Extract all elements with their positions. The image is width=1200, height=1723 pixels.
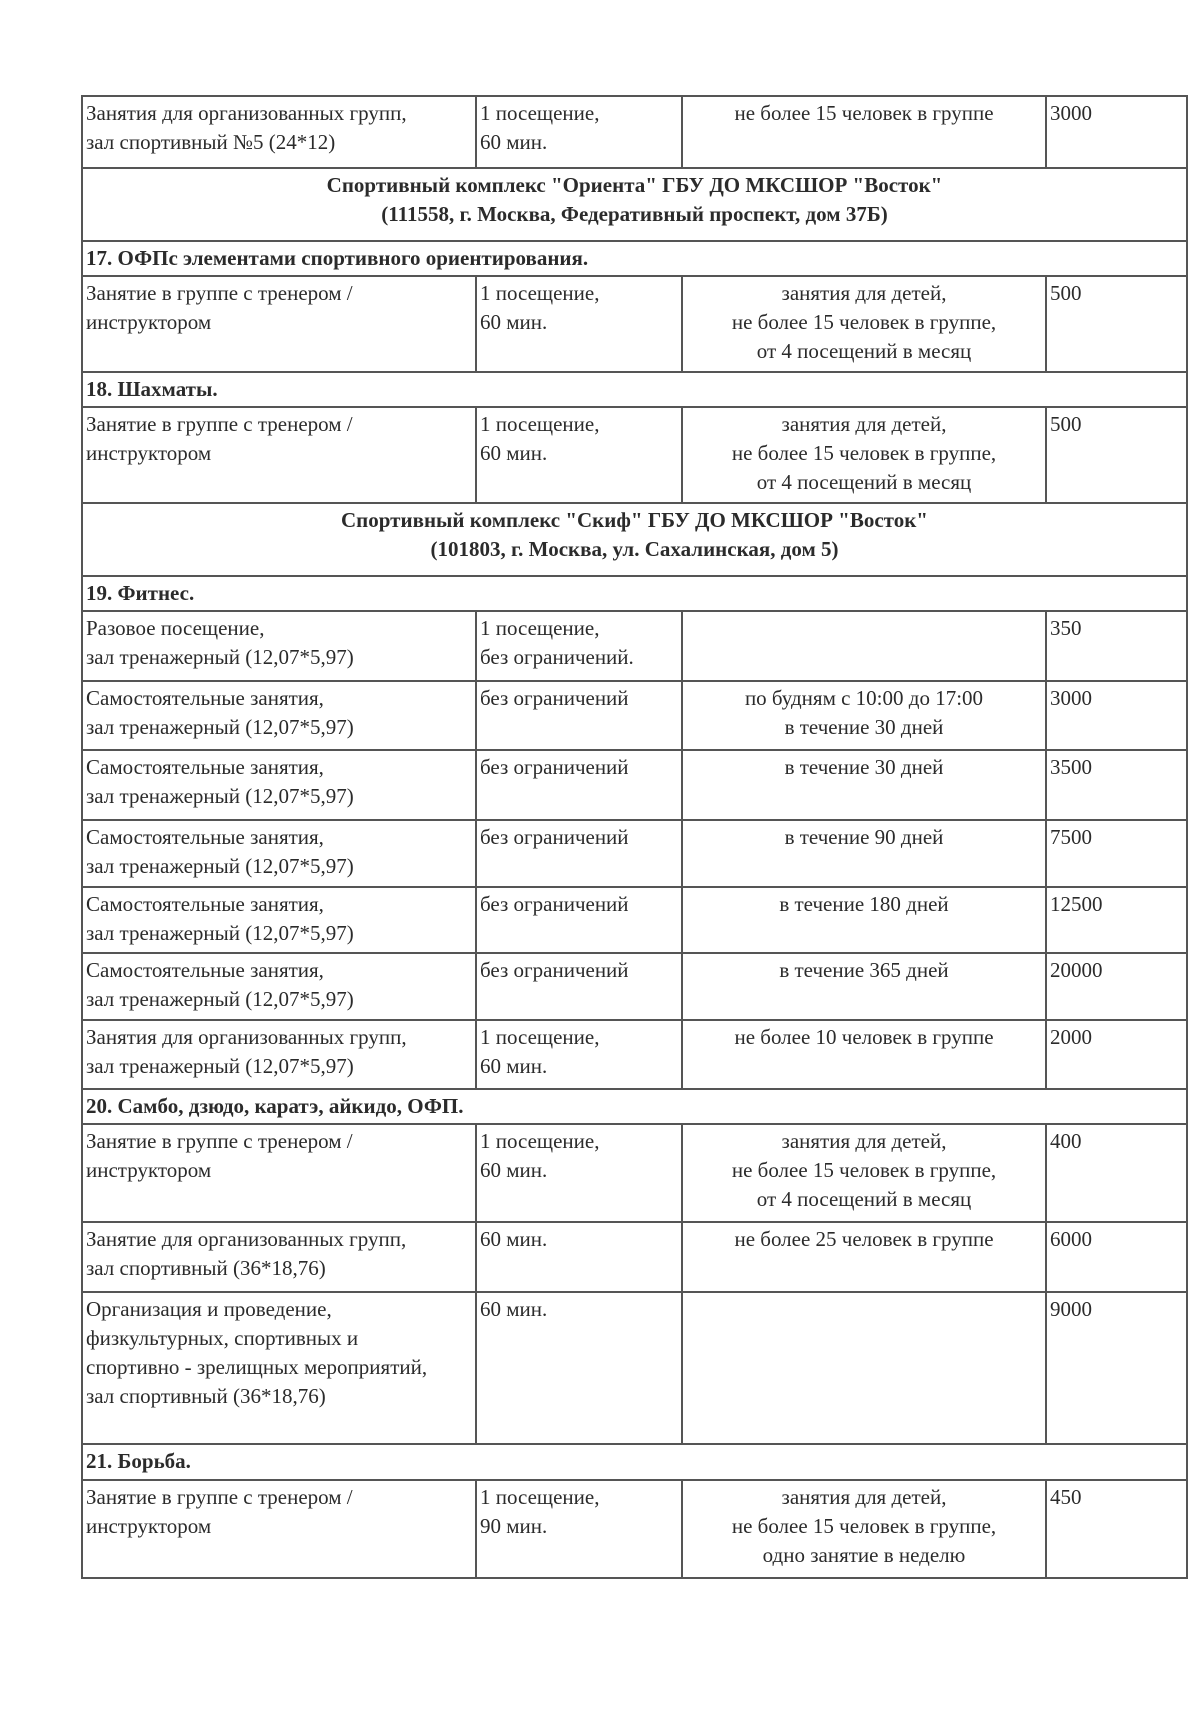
service-cell (82, 407, 476, 503)
section-heading-row (82, 576, 1187, 611)
conditions-line: в течение 365 дней (779, 958, 949, 982)
duration-cell (476, 96, 682, 168)
service-line: Занятие для организованных групп, (86, 1227, 407, 1251)
price-table-body (82, 96, 1187, 1578)
conditions-cell (682, 1124, 1046, 1222)
duration-cell (476, 1020, 682, 1089)
service-row (82, 96, 1187, 168)
duration-cell (476, 1292, 682, 1444)
service-row (82, 611, 1187, 681)
conditions-line: не более 15 человек в группе, (731, 1158, 997, 1182)
duration-line: 90 мин. (480, 1514, 548, 1538)
service-line: зал тренажерный (12,07*5,97) (86, 854, 354, 878)
duration-line: 1 посещение, (480, 1025, 600, 1049)
service-row (82, 953, 1187, 1020)
duration-cell (476, 887, 682, 953)
service-cell (82, 887, 476, 953)
service-cell (82, 1020, 476, 1089)
conditions-line: занятия для детей, (781, 1129, 947, 1153)
service-line: физкультурных, спортивных и (86, 1326, 359, 1350)
service-cell (82, 1292, 476, 1444)
service-line: зал спортивный №5 (24*12) (86, 130, 336, 154)
facility-header (82, 503, 1187, 576)
duration-cell (476, 611, 682, 681)
service-row (82, 750, 1187, 820)
service-line: зал тренажерный (12,07*5,97) (86, 715, 354, 739)
service-line: Самостоятельные занятия, (86, 892, 324, 916)
service-line: Самостоятельные занятия, (86, 825, 324, 849)
service-line: Самостоятельные занятия, (86, 686, 324, 710)
conditions-line: не более 25 человек в группе (734, 1227, 994, 1251)
conditions-line: не более 15 человек в группе, (731, 441, 997, 465)
service-row (82, 820, 1187, 887)
duration-line: без ограничений (480, 825, 629, 849)
conditions-cell (682, 750, 1046, 820)
duration-cell (476, 276, 682, 372)
service-line: зал спортивный (36*18,76) (86, 1384, 326, 1408)
conditions-line: занятия для детей, (781, 1485, 947, 1509)
service-line: Занятия для организованных групп, (86, 1025, 407, 1049)
facility-header-line: (101803, г. Москва, ул. Сахалинская, дом 5) (430, 537, 839, 561)
duration-line: 1 посещение, (480, 101, 600, 125)
conditions-cell (682, 1292, 1046, 1444)
duration-cell (476, 953, 682, 1020)
duration-cell (476, 820, 682, 887)
duration-line: 1 посещение, (480, 281, 600, 305)
service-row (82, 1020, 1187, 1089)
conditions-line: не более 15 человек в группе, (731, 1514, 997, 1538)
conditions-cell (682, 953, 1046, 1020)
price-cell: 400 (1046, 1124, 1187, 1222)
service-line: зал тренажерный (12,07*5,97) (86, 645, 354, 669)
section-heading: 19. Фитнес. (82, 576, 1187, 611)
conditions-cell (682, 407, 1046, 503)
duration-cell (476, 1480, 682, 1578)
conditions-line: занятия для детей, (781, 281, 947, 305)
service-line: Занятие в группе с тренером / (86, 281, 353, 305)
service-line: Занятие в группе с тренером / (86, 1129, 353, 1153)
duration-line: 1 посещение, (480, 616, 600, 640)
duration-line: без ограничений (480, 686, 629, 710)
service-line: Занятие в группе с тренером / (86, 412, 353, 436)
service-cell (82, 953, 476, 1020)
price-cell: 6000 (1046, 1222, 1187, 1292)
facility-header-line: (111558, г. Москва, Федеративный проспект, дом 37Б) (381, 202, 888, 226)
facility-header-line: Спортивный комплекс "Ориента" ГБУ ДО МКСШОР "Восток" (326, 173, 943, 197)
price-table (81, 95, 1188, 1579)
conditions-line: занятия для детей, (781, 412, 947, 436)
conditions-cell (682, 611, 1046, 681)
service-cell (82, 1222, 476, 1292)
duration-line: 60 мин. (480, 310, 548, 334)
service-line: инструктором (86, 310, 212, 334)
service-line: Организация и проведение, (86, 1297, 332, 1321)
service-row (82, 407, 1187, 503)
duration-line: без ограничений (480, 892, 629, 916)
facility-header (82, 168, 1187, 241)
duration-cell (476, 407, 682, 503)
service-row (82, 887, 1187, 953)
section-heading: 17. ОФПс элементами спортивного ориентирования. (82, 241, 1187, 276)
service-row (82, 1222, 1187, 1292)
duration-line: 1 посещение, (480, 1485, 600, 1509)
conditions-line: одно занятие в неделю (762, 1543, 966, 1567)
conditions-line: от 4 посещений в месяц (756, 1187, 972, 1211)
conditions-line: в течение 90 дней (784, 825, 944, 849)
section-heading: 20. Самбо, дзюдо, каратэ, айкидо, ОФП. (82, 1089, 1187, 1124)
conditions-line: в течение 30 дней (784, 715, 944, 739)
section-heading-row (82, 372, 1187, 407)
conditions-cell (682, 276, 1046, 372)
service-line: инструктором (86, 1514, 212, 1538)
service-line: зал тренажерный (12,07*5,97) (86, 784, 354, 808)
facility-header-line: Спортивный комплекс "Скиф" ГБУ ДО МКСШОР "Восток" (341, 508, 928, 532)
service-cell (82, 681, 476, 750)
conditions-line: в течение 180 дней (779, 892, 949, 916)
price-cell: 500 (1046, 276, 1187, 372)
duration-line: без ограничений (480, 958, 629, 982)
facility-header-row (82, 168, 1187, 241)
conditions-cell (682, 681, 1046, 750)
service-cell (82, 820, 476, 887)
conditions-line: от 4 посещений в месяц (756, 339, 972, 363)
conditions-cell (682, 887, 1046, 953)
conditions-cell (682, 820, 1046, 887)
price-cell: 20000 (1046, 953, 1187, 1020)
service-line: зал тренажерный (12,07*5,97) (86, 921, 354, 945)
conditions-cell (682, 1020, 1046, 1089)
duration-line: 1 посещение, (480, 412, 600, 436)
conditions-cell (682, 96, 1046, 168)
service-cell (82, 750, 476, 820)
section-heading: 18. Шахматы. (82, 372, 1187, 407)
conditions-line: от 4 посещений в месяц (756, 470, 972, 494)
price-cell: 2000 (1046, 1020, 1187, 1089)
service-cell (82, 1480, 476, 1578)
service-line: инструктором (86, 1158, 212, 1182)
duration-cell (476, 1222, 682, 1292)
service-cell (82, 611, 476, 681)
facility-header-row (82, 503, 1187, 576)
conditions-cell (682, 1222, 1046, 1292)
duration-cell (476, 750, 682, 820)
duration-line: без ограничений. (480, 645, 634, 669)
service-line: Занятие в группе с тренером / (86, 1485, 353, 1509)
service-line: Разовое посещение, (86, 616, 265, 640)
price-cell: 3500 (1046, 750, 1187, 820)
service-row (82, 1480, 1187, 1578)
service-line: Занятия для организованных групп, (86, 101, 407, 125)
duration-line: 60 мин. (480, 1054, 548, 1078)
conditions-line: в течение 30 дней (784, 755, 944, 779)
service-line: зал тренажерный (12,07*5,97) (86, 987, 354, 1011)
service-cell (82, 96, 476, 168)
duration-line: 1 посещение, (480, 1129, 600, 1153)
price-cell: 450 (1046, 1480, 1187, 1578)
duration-line: 60 мин. (480, 130, 548, 154)
section-heading: 21. Борьба. (82, 1444, 1187, 1480)
price-cell: 350 (1046, 611, 1187, 681)
duration-line: 60 мин. (480, 1297, 548, 1321)
conditions-line: по будням с 10:00 до 17:00 (744, 686, 984, 710)
service-line: зал тренажерный (12,07*5,97) (86, 1054, 354, 1078)
conditions-line: не более 10 человек в группе (734, 1025, 994, 1049)
section-heading-row (82, 1089, 1187, 1124)
service-row (82, 1292, 1187, 1444)
conditions-line: не более 15 человек в группе (734, 101, 994, 125)
price-cell: 3000 (1046, 96, 1187, 168)
section-heading-row (82, 241, 1187, 276)
service-cell (82, 1124, 476, 1222)
duration-line: без ограничений (480, 755, 629, 779)
duration-line: 60 мин. (480, 441, 548, 465)
price-cell: 7500 (1046, 820, 1187, 887)
service-line: зал спортивный (36*18,76) (86, 1256, 326, 1280)
section-heading-row (82, 1444, 1187, 1480)
service-row (82, 681, 1187, 750)
service-row (82, 1124, 1187, 1222)
duration-cell (476, 681, 682, 750)
service-row (82, 276, 1187, 372)
service-cell (82, 276, 476, 372)
price-cell: 12500 (1046, 887, 1187, 953)
service-line: инструктором (86, 441, 212, 465)
price-cell: 3000 (1046, 681, 1187, 750)
service-line: Самостоятельные занятия, (86, 958, 324, 982)
service-line: Самостоятельные занятия, (86, 755, 324, 779)
conditions-line: не более 15 человек в группе, (731, 310, 997, 334)
duration-line: 60 мин. (480, 1227, 548, 1251)
duration-cell (476, 1124, 682, 1222)
duration-line: 60 мин. (480, 1158, 548, 1182)
price-cell: 9000 (1046, 1292, 1187, 1444)
price-cell: 500 (1046, 407, 1187, 503)
conditions-cell (682, 1480, 1046, 1578)
service-line: спортивно - зрелищных мероприятий, (86, 1355, 428, 1379)
